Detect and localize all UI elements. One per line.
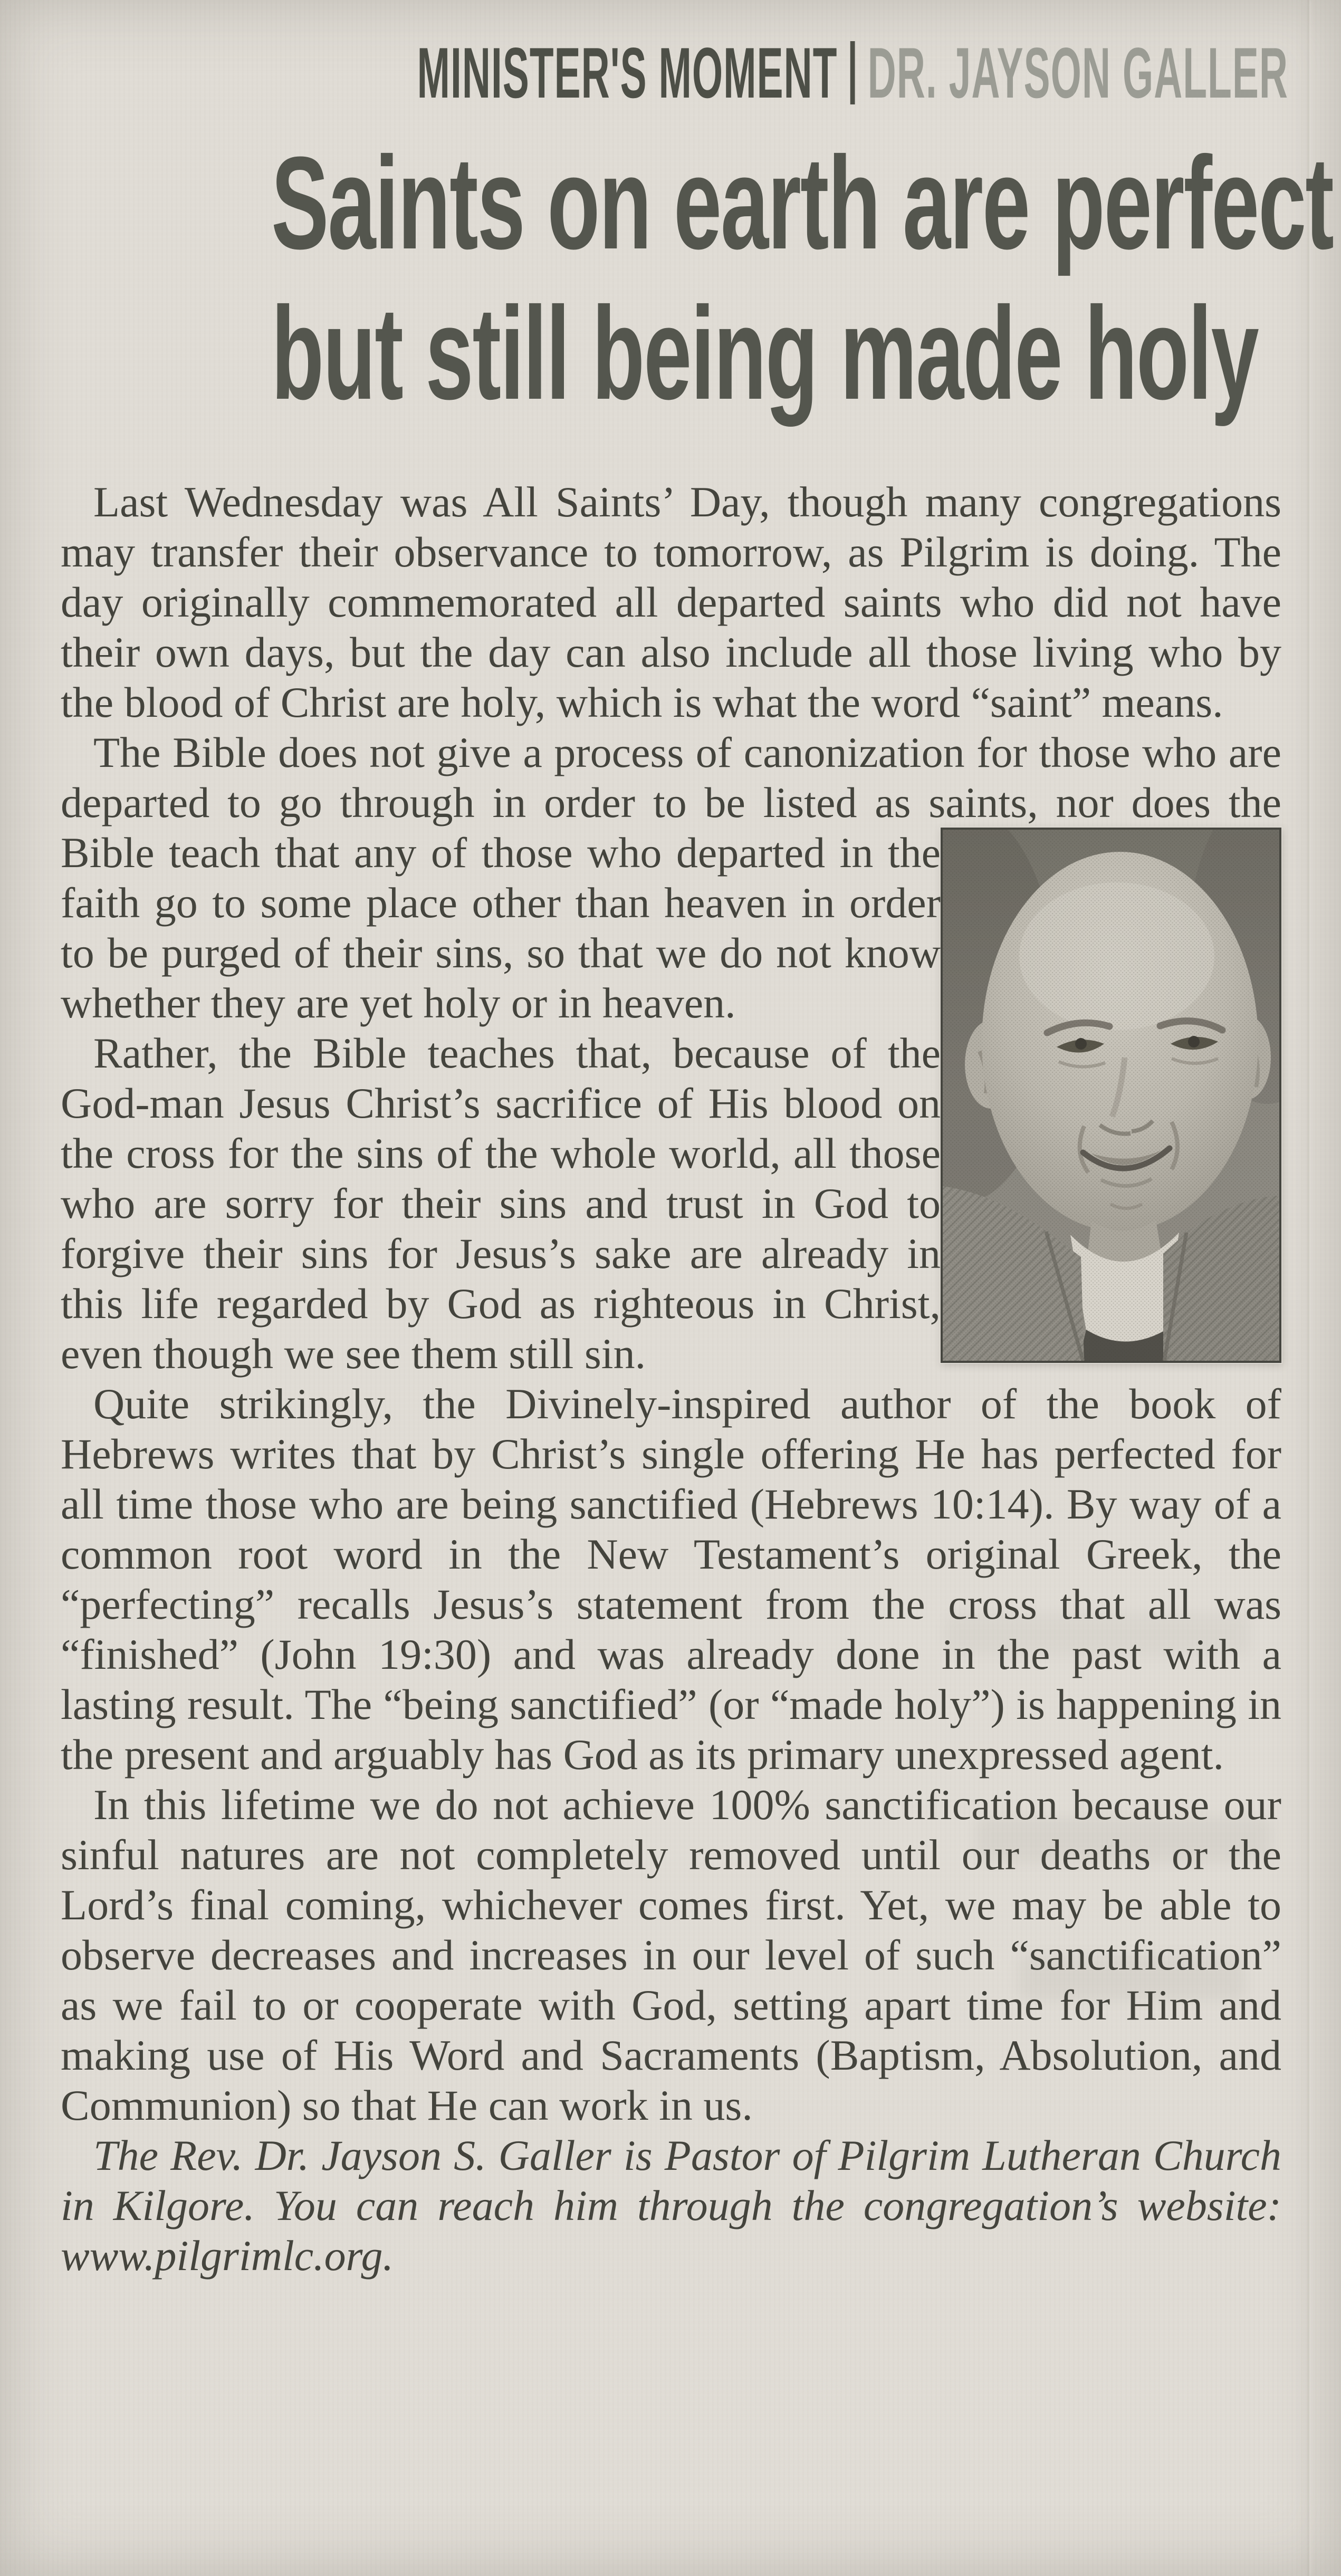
paragraph-2-text: The Bible does not give a process of canonization for those who are departed to go through in order to be listed as saints, nor does the Bible teach that any of those who departed in the faith go to some place other than heaven in order to be purged of their sins, so that we do not know whether they are yet holy or in heaven.	[61, 728, 1281, 1027]
pastor-portrait-illustration	[943, 830, 1279, 1361]
author-byline	[61, 2130, 1281, 2281]
kicker-author-label: DR. JAYSON GALLER	[867, 33, 1289, 113]
paragraph-3-text: Rather, the Bible teaches that, because of the God-man Jesus Christ’s sacrifice of His blood on the cross for the sins of the whole world, all those who are sorry for their sins and trust in God to forgive their sins for Jesus’s sake are already in this life regarded by God as righteous in Christ, even though we see them still sin.	[61, 1029, 941, 1378]
paragraph-4-text: Quite strikingly, the Divinely-inspired author of the book of Hebrews writes that by Christ’s single offering He has perfected for all time those who are being sanctified (Hebrews 10:14). By way of a common root word in the New Testament’s original Greek, the “perfecting” recalls Jesus’s statement from the cross that all was “finished” (John 19:30) and was already done in the past with a lasting result. The “being sanctified” (or “made holy”) is happening in the present and arguably has God as its primary unexpressed agent.	[61, 1380, 1281, 1779]
paragraph-5	[61, 1780, 1281, 2130]
kicker	[61, 33, 1289, 113]
author-byline-text: The Rev. Dr. Jayson S. Galler is Pastor of Pilgrim Lutheran Church in Kilgore. You can reach him through the congregation’s website: www.pilgrimlc.org.	[61, 2131, 1281, 2280]
paragraph-5-text: In this lifetime we do not achieve 100% sanctification because our sinful natures are not completely removed until our deaths or the Lord’s final coming, whichever comes first. Yet, we may be able to observe decreases and increases in our level of such “sanctification” as we fail to or cooperate with God, setting apart time for Him and making use of His Word and Sacraments (Baptism, Absolution, and Communion) so that He can work in us.	[61, 1781, 1281, 2129]
kicker-separator-rule	[850, 41, 855, 104]
headline-line-2: but still being made holy	[271, 280, 1258, 427]
paragraph-1-text: Last Wednesday was All Saints’ Day, though many congregations may transfer their observance to tomorrow, as Pilgrim is doing. The day originally commemorated all departed saints who did not have their own days, but the day can also include all those living who by the blood of Christ are holy, which is what the word “saint” means.	[61, 478, 1281, 726]
headline	[61, 128, 1333, 428]
headline-line-1: Saints on earth are perfect	[271, 129, 1333, 276]
scan-crease-artifact	[1307, 0, 1309, 2576]
kicker-row	[417, 33, 1289, 113]
pastor-photo	[941, 828, 1281, 1363]
article-column	[61, 0, 1333, 2281]
paragraph-1	[61, 477, 1281, 727]
kicker-section-label: MINISTER'S MOMENT	[417, 33, 838, 113]
article-body	[61, 477, 1281, 2281]
paragraph-2	[61, 727, 1281, 1028]
paragraph-4	[61, 1379, 1281, 1780]
